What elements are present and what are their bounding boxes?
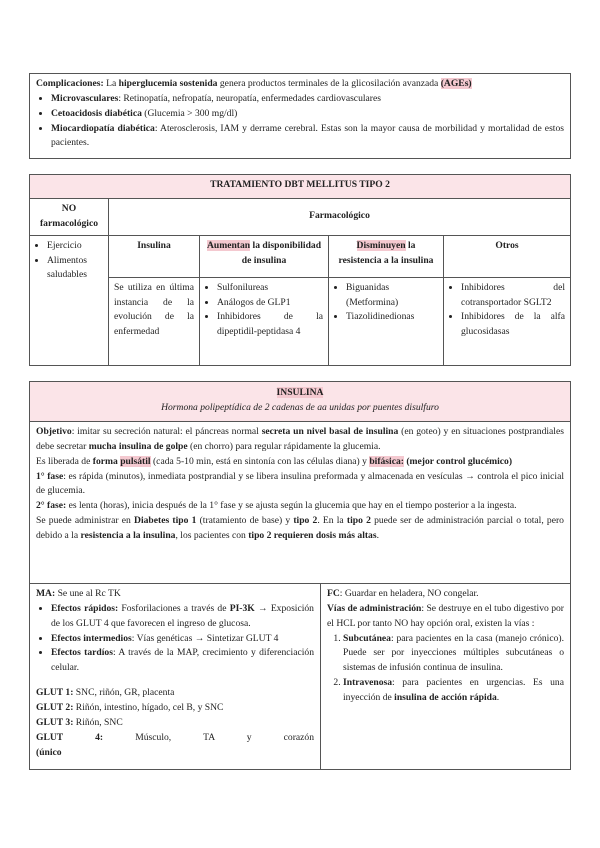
disminuyen-header: Disminuyen la resistencia a la insulina xyxy=(329,235,444,277)
administracion-paragraph: Se puede administrar en Diabetes tipo 1 (tratamiento de base) y tipo 2. En la tipo 2 puede ser de administración parcial o total, pero debido a la resistencia a la insulina, los pacientes con tipo 2 requieren dosis más altas. xyxy=(36,515,564,542)
complicaciones-box xyxy=(29,73,571,159)
glut1: GLUT 1: SNC, riñón, GR, placenta xyxy=(36,687,175,699)
insulina-header xyxy=(30,382,570,422)
otros-header: Otros xyxy=(444,235,571,277)
list-item: • Cetoacidosis diabética (Glucemia > 300 mg/dl) xyxy=(51,107,564,122)
liberacion-paragraph: Es liberada de forma pulsátil (cada 5-10 min, está en sintonía con las células diana) y bifásica: (mejor control glucémico) xyxy=(36,455,513,467)
list-item: • Inhibidores del cotransportador SGLT2 xyxy=(461,281,565,311)
vias-list xyxy=(327,632,564,706)
list-item: • Microvasculares: Retinopatía, nefropatía, neuropatía, enfermedades cardiovasculares xyxy=(51,92,564,107)
aumentan-header: Aumentan la disponibilidad de insulina xyxy=(200,235,329,277)
list-item: • Tiazolidinedionas xyxy=(346,310,438,325)
fc-title: FC: Guardar en heladera, NO congelar. xyxy=(327,588,479,599)
list-item: • Biguanidas (Metformina) xyxy=(346,281,438,311)
glut2: GLUT 2: Riñón, intestino, hígado, cel B, y SNC xyxy=(36,702,224,714)
no-farm-cell xyxy=(30,235,109,365)
farm-header: Farmacológico xyxy=(109,199,571,236)
ma-effects-list xyxy=(36,602,314,676)
ma-column xyxy=(30,584,321,769)
aumentan-cell xyxy=(200,277,329,365)
complicaciones-list xyxy=(36,92,564,151)
complicaciones-intro: Complicaciones: La hiperglucemia sostenida genera productos terminales de la glicosilación avanzada (AGEs) xyxy=(36,78,472,89)
insulina-title: INSULINA xyxy=(276,387,324,398)
list-item: • Alimentos saludables xyxy=(47,254,103,284)
list-item: • Sulfonilureas xyxy=(217,281,323,296)
list-item: • Efectos rápidos: Fosforilaciones a través de PI-3K → Exposición de los GLUT 4 que favorecen el ingreso de glucosa. xyxy=(51,602,314,632)
objetivo-paragraph: Objetivo: imitar su secreción natural: el páncreas normal secreta un nivel basal de insulina (en goteo) y en situaciones postprandiales debe secretar mucha insulina de golpe (en chorro) para regular rápidamente la glucemia. xyxy=(36,426,564,452)
list-item: • Miocardiopatía diabética: Aterosclerosis, IAM y derrame cerebral. Estas son la mayor causa de morbilidad y mortalidad de estos pacientes. xyxy=(51,122,564,152)
list-item: 1. Subcutánea: para pacientes en la casa (manejo crónico). Puede ser por inyecciones múltiples subcutáneas o sistemas de infusión continua de insulina. xyxy=(343,632,564,677)
list-item: • Inhibidores de la dipeptidil-peptidasa 4 xyxy=(217,310,323,340)
fase2-paragraph: 2° fase: es lenta (horas), inicia después de la 1° fase y se ajusta según la glucemia que hay en el tiempo posterior a la ingesta. xyxy=(36,500,517,512)
list-item: • Inhibidores de la alfa glucosidasas xyxy=(461,310,565,340)
disminuyen-cell xyxy=(329,277,444,365)
list-item: • Efectos tardíos: A través de la MAP, crecimiento y diferenciación celular. xyxy=(51,646,314,676)
otros-cell xyxy=(444,277,571,365)
insulina-header: Insulina xyxy=(109,235,200,277)
tratamiento-table-box xyxy=(29,174,571,366)
insulina-box xyxy=(29,381,571,770)
fase1-paragraph: 1° fase: es rápida (minutos), inmediata postprandial y se libera insulina preformada y almacenada en vesículas → controla el pico inicial de glucemia. xyxy=(36,470,565,497)
tratamiento-table xyxy=(29,174,571,366)
list-item: • Análogos de GLP1 xyxy=(217,296,323,311)
insulina-cell: Se utiliza en última instancia de la evolución de la enfermedad xyxy=(109,277,200,365)
fc-column xyxy=(321,584,570,769)
vias-paragraph: Vías de administración: Se destruye en el tubo digestivo por el HCL por tanto NO hay opción oral, existen la vías : xyxy=(327,602,564,629)
glut4: GLUT 4: Músculo, TA y corazón (único xyxy=(36,731,315,758)
insulina-body xyxy=(30,422,570,584)
insulina-columns xyxy=(30,584,570,769)
ma-title: MA: Se une al Rc TK xyxy=(36,588,121,599)
list-item: • Efectos intermedios: Vías genéticas → Sintetizar GLUT 4 xyxy=(51,632,314,647)
tratamiento-title: TRATAMIENTO DBT MELLITUS TIPO 2 xyxy=(30,175,571,199)
list-item: • Ejercicio xyxy=(47,239,103,254)
list-item: 2. Intravenosa: para pacientes en urgencias. Es una inyección de insulina de acción rápida. xyxy=(343,676,564,706)
no-farm-header: NO farmacológico xyxy=(30,199,109,236)
glut3: GLUT 3: Riñón, SNC xyxy=(36,716,123,728)
insulina-subtitle: Hormona polipeptídica de 2 cadenas de aa unidas por puentes disulfuro xyxy=(161,401,439,413)
